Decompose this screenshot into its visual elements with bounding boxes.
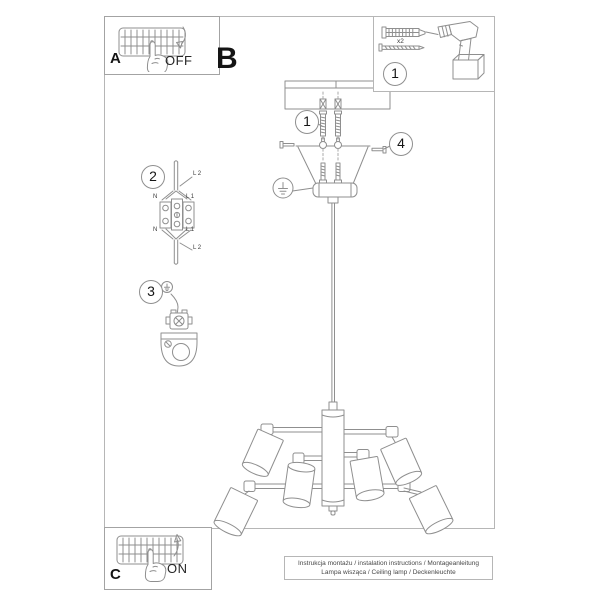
dowel-quantity-label: x2 xyxy=(397,38,404,45)
switch-on-panel xyxy=(104,527,212,590)
section-a-label: A xyxy=(110,50,121,67)
lamp-shade xyxy=(241,429,284,479)
wire-label-n-top: N xyxy=(153,194,158,200)
on-label: ON xyxy=(167,561,188,576)
caption-line-1: Instrukcja montażu / instalation instructions / Montageanleitung xyxy=(297,560,480,567)
step-4-badge: 4 xyxy=(389,132,413,156)
tools-step-badge: 1 xyxy=(383,62,407,86)
ground-symbol-icon xyxy=(162,282,173,293)
cord-grip-block xyxy=(313,183,357,197)
step-3-badge: 3 xyxy=(139,280,163,304)
side-screw-icon xyxy=(372,147,386,154)
wiring-diagram xyxy=(160,161,194,265)
lamp-shade xyxy=(380,438,423,488)
tube-end-cap xyxy=(329,506,337,511)
wire-label-n-bottom: N xyxy=(153,227,158,233)
lamp-shade xyxy=(409,485,455,536)
arm-joint xyxy=(244,481,255,492)
side-screw-icon xyxy=(280,142,294,149)
lamp-arm xyxy=(272,428,322,433)
lamp-shade xyxy=(212,487,258,538)
ground-symbol-icon xyxy=(273,178,313,198)
step-2-badge: 2 xyxy=(141,165,165,189)
canopy xyxy=(280,138,390,203)
lamp-shade xyxy=(283,461,316,509)
off-label: OFF xyxy=(165,53,193,68)
pendant-cable xyxy=(332,203,335,402)
cable-curve xyxy=(171,294,178,312)
switch-off-panel xyxy=(104,16,220,75)
wire-label-l1-bottom: L 1 xyxy=(186,227,195,233)
cable-clamp-icon xyxy=(166,310,192,329)
lamp-cup-icon xyxy=(161,333,197,366)
switch-off-artwork xyxy=(105,17,217,72)
mounting-screw-icon xyxy=(320,111,327,136)
wall-anchor-icon xyxy=(320,99,326,109)
wire-label-l2-bottom: L 2 xyxy=(193,245,202,251)
wire-label-l1-top: L 1 xyxy=(186,194,195,200)
cable-nut xyxy=(328,197,338,203)
canopy-screw-icon xyxy=(335,163,342,183)
section-c-label: C xyxy=(110,566,121,583)
mounting-screw-icon xyxy=(335,111,342,136)
step-1-badge: 1 xyxy=(295,110,319,134)
canopy-screw-icon xyxy=(320,163,327,183)
arm-joint xyxy=(386,427,398,438)
wall-plug-icon xyxy=(382,27,425,38)
lamp-arm xyxy=(344,430,388,435)
screw-icon xyxy=(379,44,424,51)
drill-icon xyxy=(426,22,484,80)
section-b-label: B xyxy=(216,42,238,75)
wall-anchor-icon xyxy=(335,99,341,109)
central-tube xyxy=(322,410,344,506)
caption-line-2: Lampa wisząca / Ceiling lamp / Deckenleuchte xyxy=(321,568,456,576)
lamp-shade xyxy=(350,456,385,502)
wire-label-l2-top: L 2 xyxy=(193,171,202,177)
cord-grip-diagram xyxy=(161,282,197,367)
chandelier xyxy=(212,402,455,539)
caption-box xyxy=(284,556,493,580)
